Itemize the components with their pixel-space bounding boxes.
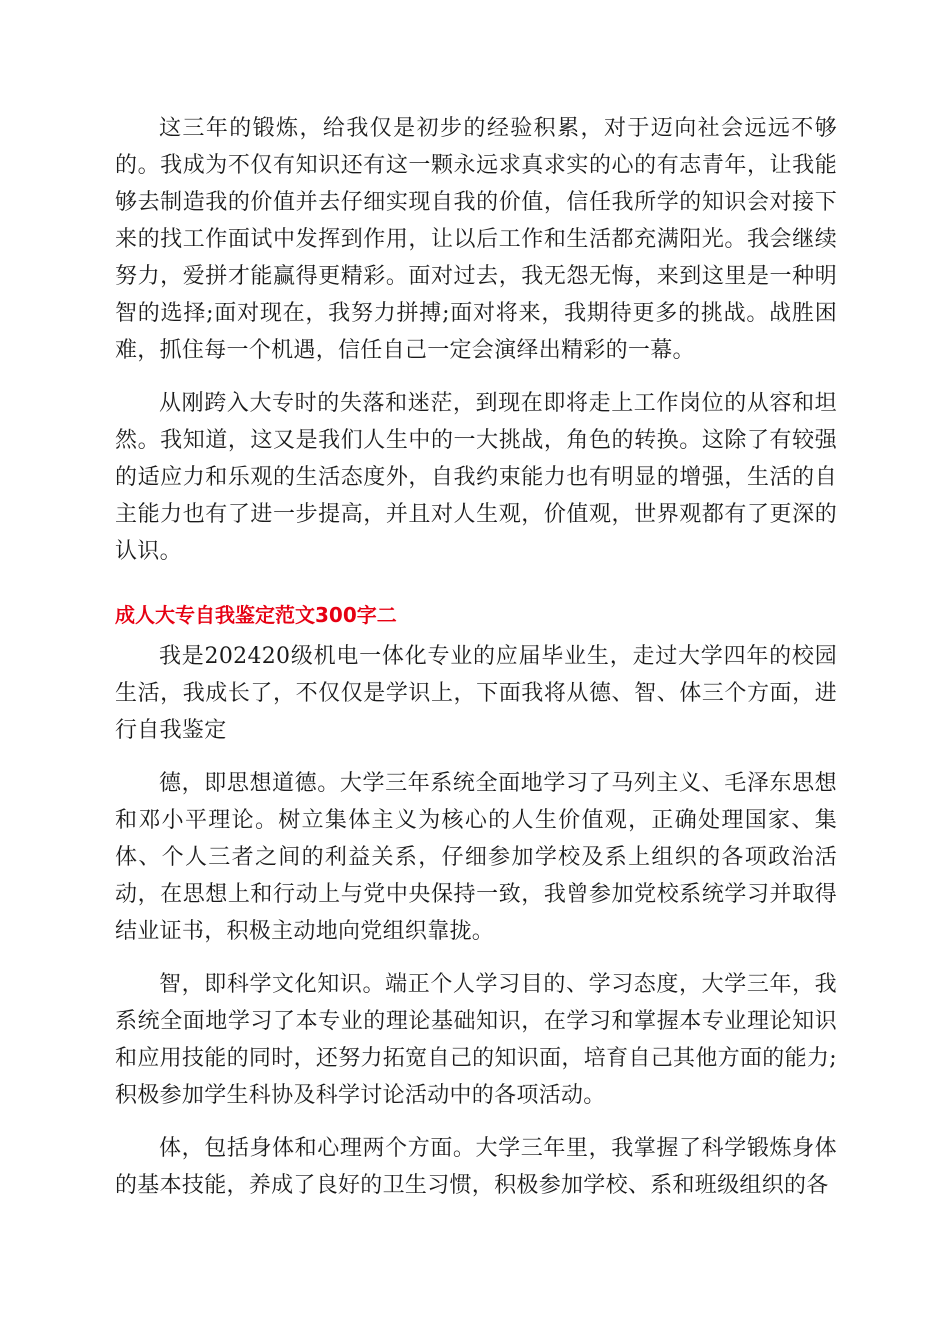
document-body [115,110,837,1204]
paragraph-gap [115,369,837,385]
paragraph-morality: 德，即思想道德。大学三年系统全面地学习了马列主义、毛泽东思想和邓小平理论。树立集体主义为核心的人生价值观，正确处理国家、集体、个人三者之间的利益关系，仔细参加学校及系上组织的各项政治活动，在思想上和行动上与党中央保持一致，我曾参加党校系统学习并取得结业证书，积极主动地向党组织靠拢。 [115,771,837,944]
paragraph-gap [115,749,837,765]
paragraph-reflection: 这三年的锻炼，给我仅是初步的经验积累，对于迈向社会远远不够的。我成为不仅有知识还有这一颗永远求真求实的心的有志青年，让我能够去制造我的价值并去仔细实现自我的价值，信任我所学的知识会对接下来的找工作面试中发挥到作用，让以后工作和生活都充满阳光。我会继续努力，爱拼才能赢得更精彩。面对过去，我无怨无悔，来到这里是一种明智的选择;面对现在，我努力拼搏;面对将来，我期待更多的挑战。战胜困难，抓住每一个机遇，信任自己一定会演绎出精彩的一幕。 [115,116,837,363]
paragraph-transition: 从刚跨入大专时的失落和迷茫，到现在即将走上工作岗位的从容和坦然。我知道，这又是我们人生中的一大挑战，角色的转换。这除了有较强的适应力和乐观的生活态度外，自我约束能力也有明显的增强，生活的自主能力也有了进一步提高，并且对人生观，价值观，世界观都有了更深的认识。 [115,391,837,564]
paragraph-gap [115,570,837,586]
section-heading: 成人大专自我鉴定范文300字二 [115,603,397,627]
paragraph-knowledge: 智，即科学文化知识。端正个人学习目的、学习态度，大学三年，我系统全面地学习了本专业的理论基础知识，在学习和掌握本专业理论知识和应用技能的同时，还努力拓宽自己的知识面，培育自己其他方面的能力;积极参加学生科协及科学讨论活动中的各项活动。 [115,972,837,1108]
paragraph-intro: 我是202420级机电一体化专业的应届毕业生，走过大学四年的校园生活，我成长了，不仅仅是学识上，下面我将从德、智、体三个方面，进行自我鉴定 [115,644,837,743]
paragraph-physical: 体，包括身体和心理两个方面。大学三年里，我掌握了科学锻炼身体的基本技能，养成了良好的卫生习惯，积极参加学校、系和班级组织的各 [115,1136,837,1198]
paragraph-gap [115,1114,837,1130]
paragraph-gap [115,950,837,966]
